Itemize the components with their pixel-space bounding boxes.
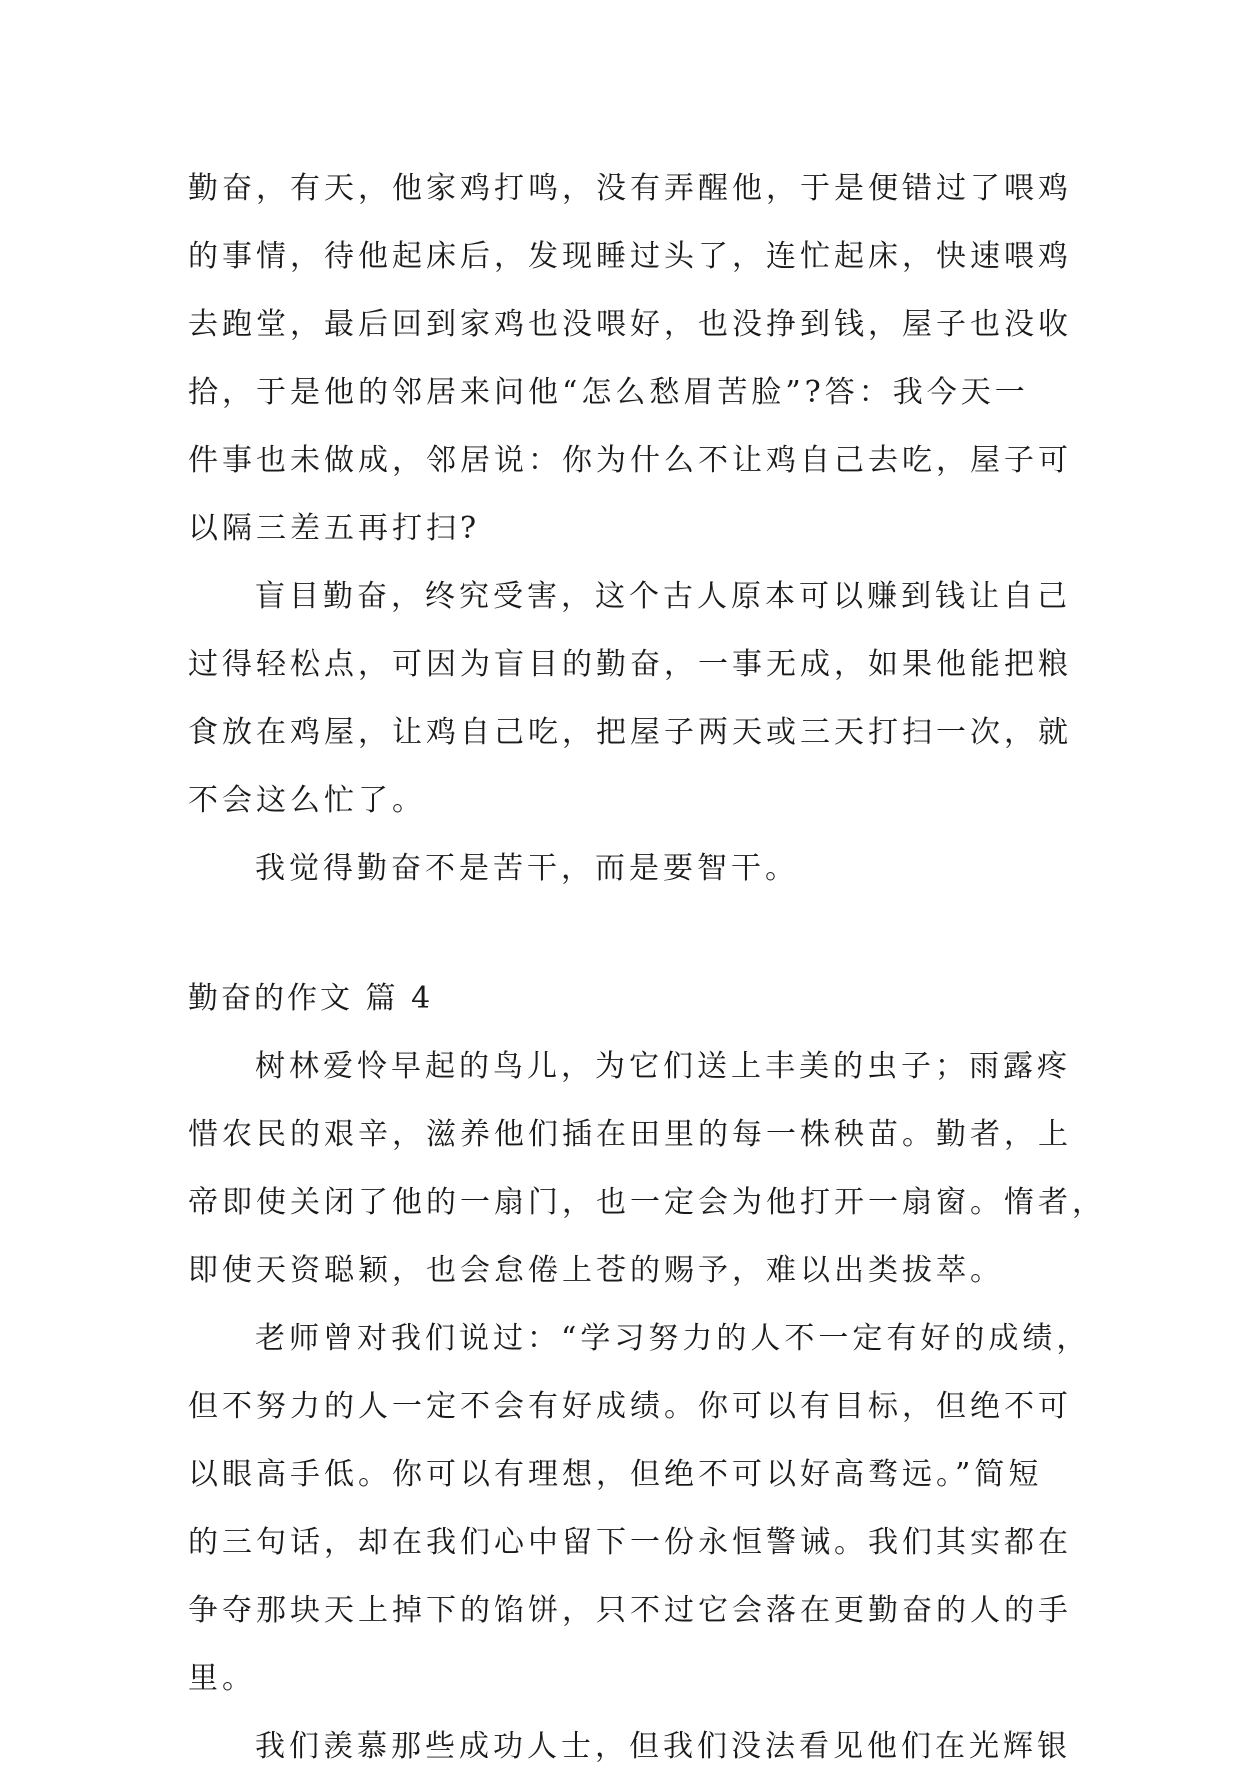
paragraph bbox=[188, 563, 1072, 835]
text-line: 食放在鸡屋，让鸡自己吃，把屋子两天或三天打扫一次，就 bbox=[188, 715, 1072, 750]
text-line: 件事也未做成，邻居说：你为什么不让鸡自己去吃，屋子可 bbox=[188, 443, 1072, 478]
text-line: 老师曾对我们说过：“学习努力的人不一定有好的成绩， bbox=[255, 1321, 1091, 1356]
text-line: 去跑堂，最后回到家鸡也没喂好，也没挣到钱，屋子也没收 bbox=[188, 307, 1072, 342]
text-line: 勤奋，有天，他家鸡打鸣，没有弄醒他，于是便错过了喂鸡 bbox=[188, 171, 1072, 206]
paragraph bbox=[188, 1305, 1091, 1713]
paragraph bbox=[188, 835, 1068, 903]
text-line: 以眼高手低。你可以有理想，但绝不可以好高骛远。”简短 bbox=[188, 1457, 1043, 1492]
text-line: 但不努力的人一定不会有好成绩。你可以有目标，但绝不可 bbox=[188, 1389, 1072, 1424]
section-heading: 勤奋的作文 篇 4 bbox=[188, 981, 434, 1016]
text-line: 拾，于是他的邻居来问他“怎么愁眉苦脸”?答：我今天一 bbox=[188, 375, 1029, 410]
text-line: 争夺那块天上掉下的馅饼，只不过它会落在更勤奋的人的手 bbox=[188, 1593, 1072, 1628]
text-line: 不会这么忙了。 bbox=[188, 783, 426, 818]
text-line: 我们羡慕那些成功人士，但我们没法看见他们在光辉银 bbox=[255, 1729, 1071, 1764]
text-line: 帝即使关闭了他的一扇门，也一定会为他打开一扇窗。惰者， bbox=[188, 1185, 1106, 1220]
section-spacer bbox=[188, 903, 1068, 965]
text-line: 的三句话，却在我们心中留下一份永恒警诫。我们其实都在 bbox=[188, 1525, 1072, 1560]
text-line: 惜农民的艰辛，滋养他们插在田里的每一株秧苗。勤者，上 bbox=[188, 1117, 1072, 1152]
text-line: 即使天资聪颖，也会怠倦上苍的赐予，难以出类拔萃。 bbox=[188, 1253, 1004, 1288]
paragraph bbox=[188, 1033, 1106, 1305]
text-line: 的事情，待他起床后，发现睡过头了，连忙起床，快速喂鸡 bbox=[188, 239, 1072, 274]
paragraph-continuation bbox=[188, 155, 1072, 563]
text-line: 过得轻松点，可因为盲目的勤奋，一事无成，如果他能把粮 bbox=[188, 647, 1072, 682]
text-line: 我觉得勤奋不是苦干，而是要智干。 bbox=[255, 851, 799, 886]
text-line: 里。 bbox=[188, 1661, 256, 1696]
text-line: 盲目勤奋，终究受害，这个古人原本可以赚到钱让自己 bbox=[255, 579, 1071, 614]
paragraph bbox=[188, 1713, 1071, 1781]
text-line: 树林爱怜早起的鸟儿，为它们送上丰美的虫子；雨露疼 bbox=[255, 1049, 1071, 1084]
document-body bbox=[188, 155, 1106, 1781]
text-line: 以隔三差五再打扫? bbox=[188, 511, 481, 546]
